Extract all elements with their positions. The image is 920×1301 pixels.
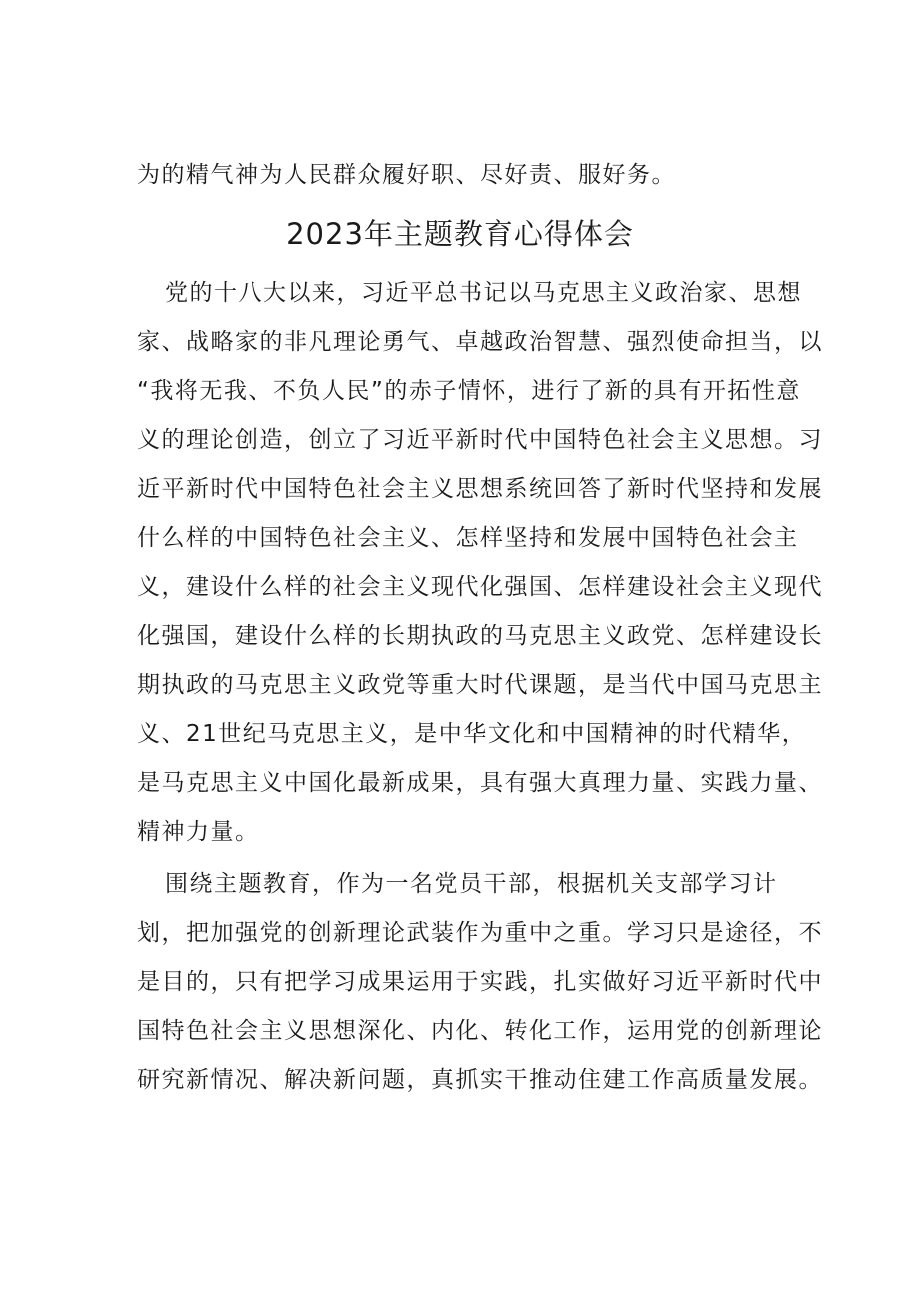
paragraph-line: 是马克思主义中国化最新成果，具有强大真理力量、实践力量、 <box>137 770 823 796</box>
paragraph-line: 精神力量。 <box>137 819 260 845</box>
paragraph-line: 是目的，只有把学习成果运用于实践，扎实做好习近平新时代中 <box>137 969 823 995</box>
paragraph-line: “我将无我、不负人民”的赤子情怀，进行了新的具有开拓性意 <box>137 378 801 404</box>
paragraph-line: 党的十八大以来，习近平总书记以马克思主义政治家、思想 <box>165 280 802 306</box>
paragraph-line: 义，建设什么样的社会主义现代化强国、怎样建设社会主义现代 <box>137 574 823 600</box>
paragraph-line: 近平新时代中国特色社会主义思想系统回答了新时代坚持和发展 <box>137 476 823 502</box>
paragraph-line: 期执政的马克思主义政党等重大时代课题，是当代中国马克思主 <box>137 672 823 698</box>
paragraph-line: 研究新情况、解决新问题，真抓实干推动住建工作高质量发展。 <box>137 1067 823 1093</box>
paragraph-line: 什么样的中国特色社会主义、怎样坚持和发展中国特色社会主 <box>137 525 799 551</box>
paragraph-line: 义、21世纪马克思主义，是中华文化和中国精神的时代精华， <box>137 721 807 747</box>
paragraph-line: 义的理论创造，创立了习近平新时代中国特色社会主义思想。习 <box>137 427 823 453</box>
paragraph-line: 家、战略家的非凡理论勇气、卓越政治智慧、强烈使命担当，以 <box>137 329 823 355</box>
paragraph-line: 国特色社会主义思想深化、内化、转化工作，运用党的创新理论 <box>137 1018 823 1044</box>
continuation-text: 为的精气神为人民群众履好职、尽好责、服好务。 <box>137 162 676 188</box>
paragraph-line: 化强国，建设什么样的长期执政的马克思主义政党、怎样建设长 <box>137 623 823 649</box>
paragraph-line: 划，把加强党的创新理论武装作为重中之重。学习只是途径，不 <box>137 920 823 946</box>
document-title: 2023年主题教育心得体会 <box>286 217 634 251</box>
paragraph-line: 围绕主题教育，作为一名党员干部，根据机关支部学习计 <box>165 871 778 897</box>
